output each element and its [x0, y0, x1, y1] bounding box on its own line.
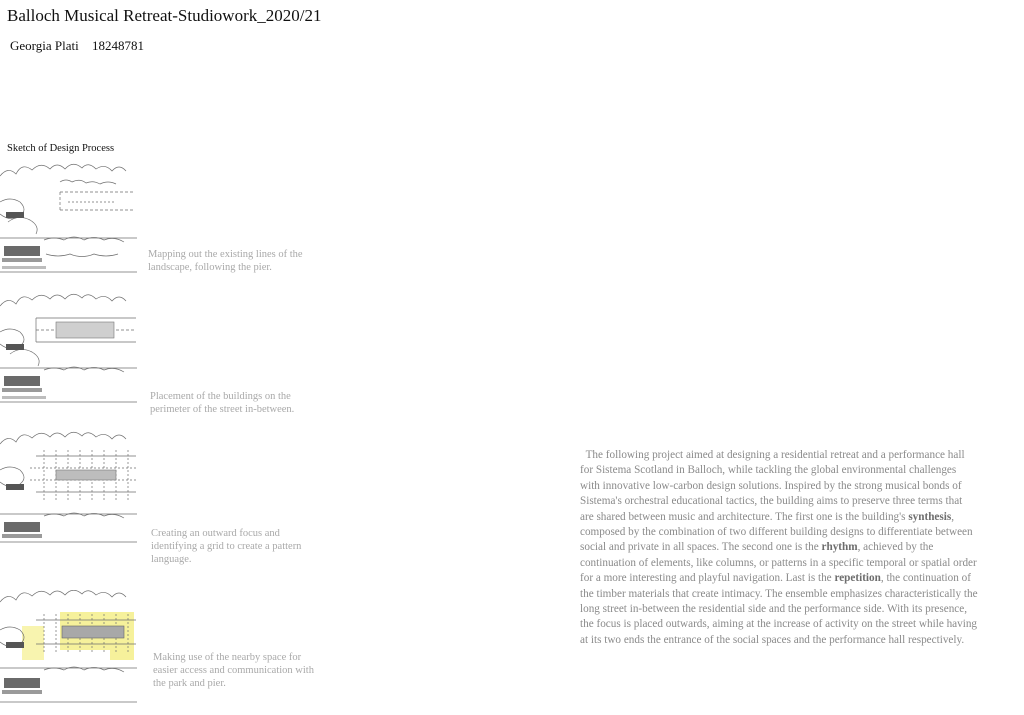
sketch-caption-1: Mapping out the existing lines of the landscape, following the pier. [148, 249, 303, 273]
author-line [10, 38, 144, 54]
description-part-1: The following project aimed at designing a residential retreat and a performance hall for Sistema Scotland in Balloch, while tackling the global environmental challenges with innovative low-carbon design solutions. Inspired by the strong musical bonds of Sistema's orchestral educational tactics, the building aims to preserve three terms that are shared between music and architecture. The first one is the building's [580, 449, 965, 523]
description-part-3: , achieved by the continuation of elements, like columns, or patterns in a specific temporal or spatial order for a more interesting and playful navigation. Last is the [580, 541, 977, 585]
sketch-caption-3: Creating an outward focus and identifying a grid to create a pattern language. [151, 528, 302, 565]
sketch-heading: Sketch of Design Process [7, 143, 115, 154]
description-part-4: , the continuation of the timber materials that create intimacy. The ensemble emphasizes characteristically the long street in-between the residential side and the performance side. With its presence, the focus is placed outwards, aiming at the increase of activity on the street while having at its two ends the entrance of the social spaces and the performance hall respectively. [580, 572, 978, 646]
term-repetition: repetition [834, 572, 881, 585]
sketch-image-2 [0, 292, 137, 407]
sketch-image-1 [0, 162, 137, 277]
student-id: 18248781 [91, 38, 144, 53]
term-synthesis: synthesis [908, 510, 952, 523]
sketch-image-3 [0, 430, 137, 545]
author-name: Georgia Plati [10, 38, 79, 53]
sketch-image-4 [0, 590, 137, 705]
term-rhythm: rhythm [821, 541, 858, 554]
project-description [580, 448, 978, 648]
page-title: Balloch Musical Retreat-Studiowork_2020/21 [7, 6, 322, 25]
sketch-caption-2: Placement of the buildings on the perimeter of the street in-between. [150, 391, 295, 415]
sketch-caption-4: Making use of the nearby space for easier access and communication with the park and pier. [153, 652, 314, 689]
description-part-2: , composed by the combination of two different building designs to differentiate between social and private in all spaces. The second one is the [580, 510, 973, 554]
